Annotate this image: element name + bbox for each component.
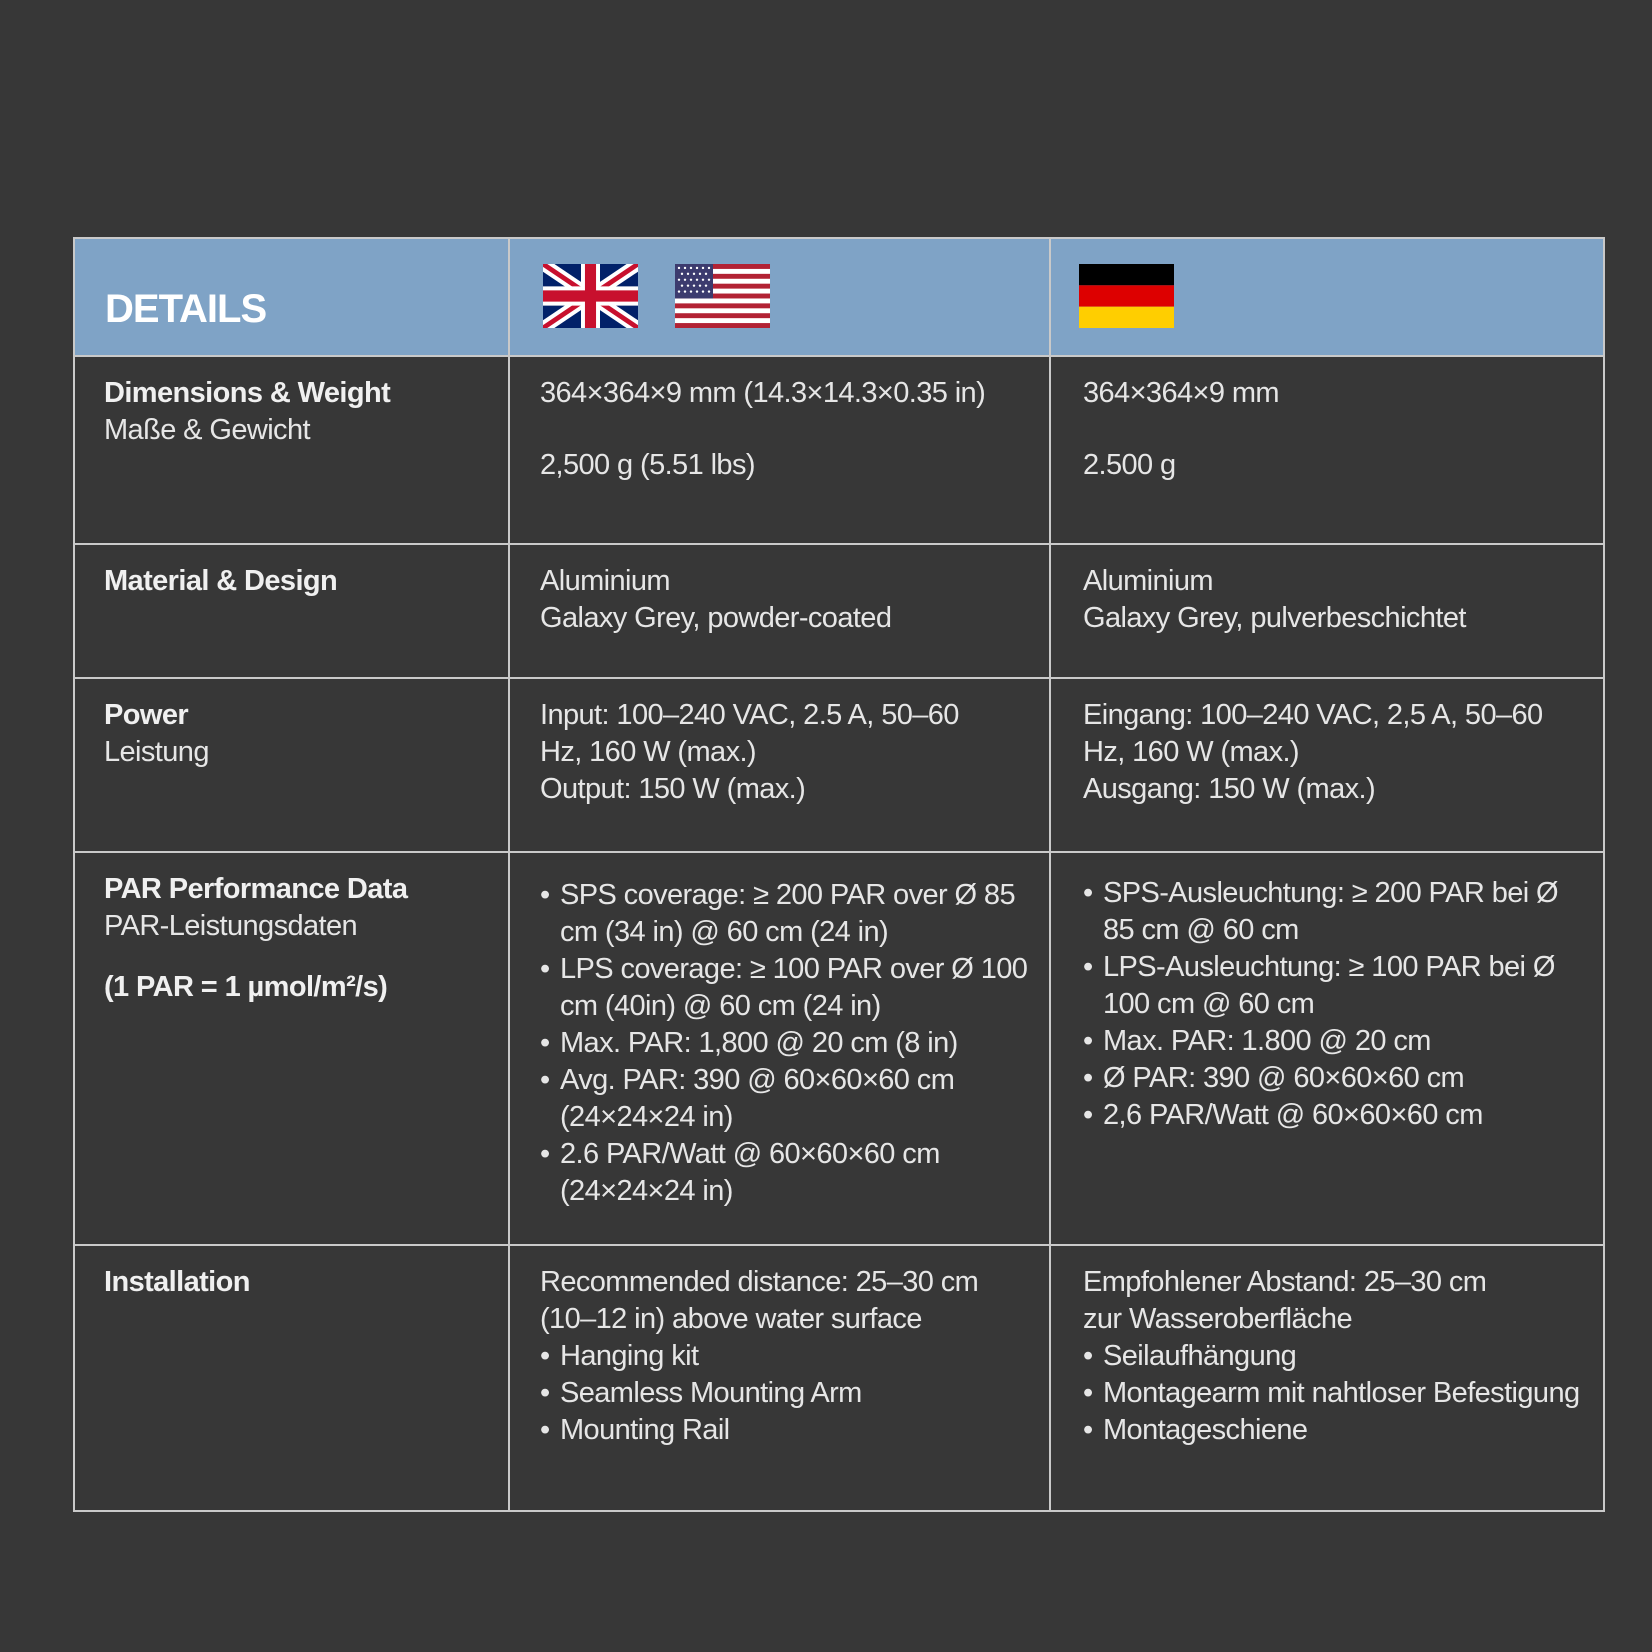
row-label-en: Material & Design — [104, 565, 338, 597]
us-flag-icon — [675, 264, 770, 328]
german-value-cell — [1050, 1245, 1604, 1511]
power-input-line: Hz, 160 W (max.) — [540, 736, 756, 768]
list-item: • Mounting Rail — [540, 1412, 1039, 1449]
material-value: Aluminium — [1083, 565, 1213, 597]
dimensions-value: 364×364×9 mm (14.3×14.3×0.35 in) — [540, 377, 986, 409]
row-label-cell — [74, 1245, 509, 1511]
list-item: • Ø PAR: 390 @ 60×60×60 cm — [1083, 1060, 1593, 1097]
english-value-cell — [509, 1245, 1050, 1511]
table-row — [74, 1245, 1604, 1511]
list-item: • Montagearm mit nahtloser Befestigung — [1083, 1375, 1593, 1412]
germany-flag-icon — [1079, 264, 1174, 328]
table-row — [74, 356, 1604, 544]
uk-flag-icon — [543, 264, 638, 328]
list-item: • Seamless Mounting Arm — [540, 1375, 1039, 1412]
par-list — [540, 877, 1039, 1210]
list-item: • Max. PAR: 1,800 @ 20 cm (8 in) — [540, 1025, 1039, 1062]
row-label-cell — [74, 852, 509, 1245]
list-item: • LPS-Ausleuchtung: ≥ 100 PAR bei Ø 100 cm @ 60 cm — [1083, 949, 1593, 1023]
list-item: • SPS coverage: ≥ 200 PAR over Ø 85 cm (34 in) @ 60 cm (24 in) — [540, 877, 1039, 951]
list-item: • LPS coverage: ≥ 100 PAR over Ø 100 cm (40in) @ 60 cm (24 in) — [540, 951, 1039, 1025]
finish-value: Galaxy Grey, pulverbeschichtet — [1083, 602, 1466, 634]
table-row — [74, 544, 1604, 678]
german-value-cell — [1050, 356, 1604, 544]
header-german-cell — [1050, 238, 1604, 356]
english-value-cell — [509, 678, 1050, 852]
installation-intro: Empfohlener Abstand: 25–30 cm — [1083, 1266, 1487, 1298]
list-item: • SPS-Ausleuchtung: ≥ 200 PAR bei Ø 85 cm @ 60 cm — [1083, 875, 1593, 949]
german-value-cell — [1050, 852, 1604, 1245]
table-row — [74, 678, 1604, 852]
row-label-de: Leistung — [104, 736, 209, 768]
power-input-line: Input: 100–240 VAC, 2.5 A, 50–60 — [540, 699, 959, 731]
list-item: • 2.6 PAR/Watt @ 60×60×60 cm (24×24×24 in) — [540, 1136, 1039, 1210]
row-label-cell — [74, 678, 509, 852]
list-item: • Hanging kit — [540, 1338, 1039, 1375]
dimensions-value: 364×364×9 mm — [1083, 377, 1279, 409]
header-title-cell — [74, 238, 509, 356]
installation-intro: zur Wasseroberfläche — [1083, 1303, 1352, 1335]
power-input-line: Eingang: 100–240 VAC, 2,5 A, 50–60 — [1083, 699, 1543, 731]
row-label-en: PAR Performance Data — [104, 873, 408, 905]
weight-value: 2,500 g (5.51 lbs) — [540, 449, 755, 481]
power-input-line: Hz, 160 W (max.) — [1083, 736, 1299, 768]
row-label-en: Dimensions & Weight — [104, 377, 391, 409]
list-item: • Montageschiene — [1083, 1412, 1593, 1449]
installation-intro: Recommended distance: 25–30 cm — [540, 1266, 979, 1298]
table-row — [74, 852, 1604, 1245]
table-header-row — [74, 238, 1604, 356]
row-label-de: PAR-Leistungsdaten — [104, 910, 358, 942]
row-label-cell — [74, 544, 509, 678]
german-value-cell — [1050, 678, 1604, 852]
row-label-en: Power — [104, 699, 189, 731]
english-value-cell — [509, 544, 1050, 678]
german-value-cell — [1050, 544, 1604, 678]
mounting-options-list — [540, 1338, 1039, 1449]
header-english-cell — [509, 238, 1050, 356]
par-list — [1083, 875, 1593, 1134]
list-item: • Max. PAR: 1.800 @ 20 cm — [1083, 1023, 1593, 1060]
power-output-line: Ausgang: 150 W (max.) — [1083, 773, 1376, 805]
finish-value: Galaxy Grey, powder-coated — [540, 602, 892, 634]
row-label-cell — [74, 356, 509, 544]
row-label-en: Installation — [104, 1266, 250, 1298]
installation-intro: (10–12 in) above water surface — [540, 1303, 922, 1335]
list-item: • Avg. PAR: 390 @ 60×60×60 cm (24×24×24 in) — [540, 1062, 1039, 1136]
list-item: • Seilaufhängung — [1083, 1338, 1593, 1375]
mounting-options-list — [1083, 1338, 1593, 1449]
english-value-cell — [509, 852, 1050, 1245]
list-item: • 2,6 PAR/Watt @ 60×60×60 cm — [1083, 1097, 1593, 1134]
english-value-cell — [509, 356, 1050, 544]
details-title: DETAILS — [105, 287, 267, 331]
par-unit-note: (1 PAR = 1 µmol/m²/s) — [104, 971, 388, 1003]
details-table — [73, 237, 1605, 1512]
row-label-de: Maße & Gewicht — [104, 414, 310, 446]
weight-value: 2.500 g — [1083, 449, 1176, 481]
power-output-line: Output: 150 W (max.) — [540, 773, 806, 805]
material-value: Aluminium — [540, 565, 670, 597]
